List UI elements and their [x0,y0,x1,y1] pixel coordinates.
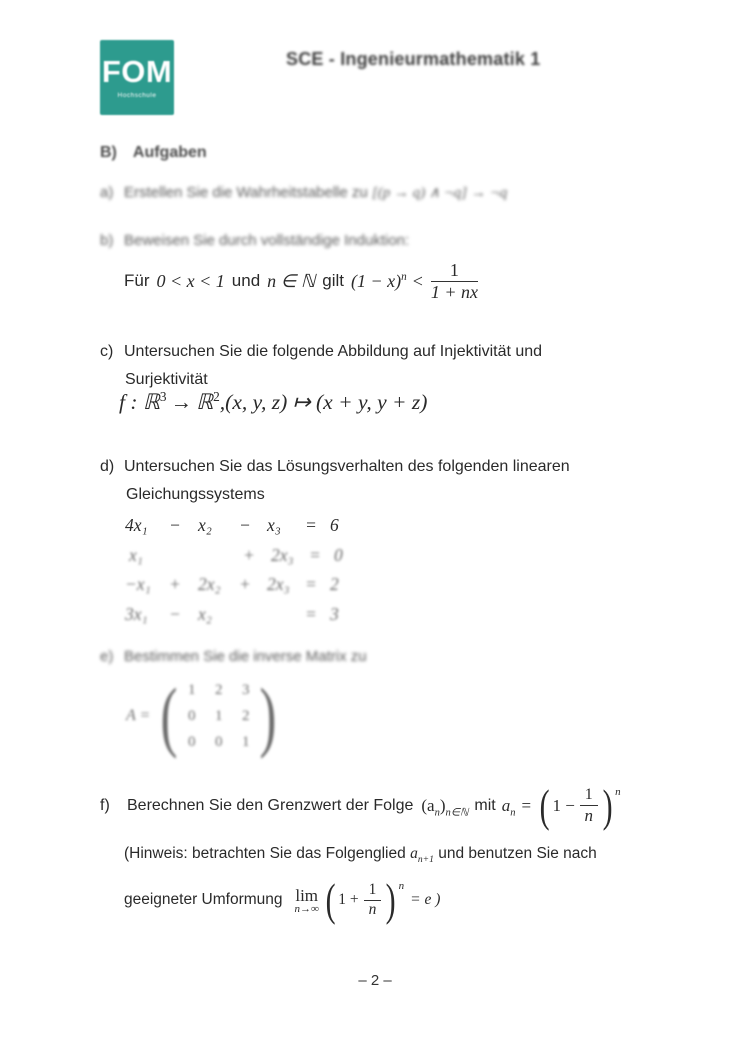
task-c-line2 [125,371,208,389]
hint-text1: (Hinweis: betrachten Sie das Folgenglied [124,845,406,862]
one-over-n-fraction: $\frac{1}{n}$ [580,787,598,825]
matrix-name: A = [126,707,151,724]
task-c-label: c) [100,343,114,360]
one-over-n-fraction: $\frac{1}{n}$ [364,882,382,918]
a-n-plus-1: $a_{n+1}$ [410,845,434,866]
outer-exponent: n [398,880,405,892]
task-d-text2: Gleichungssystems [126,486,265,503]
task-b [100,232,409,249]
map-rule: ,(x, y, z) ↦ (x + y, y + z) [219,390,428,414]
task-b-label: b) [100,232,114,249]
section-heading [100,144,207,162]
claim-exponent: n [401,270,407,283]
task-d-line2 [126,486,265,504]
fom-logo-subtext: Hochschule [117,92,157,99]
task-c-text1: Untersuchen Sie die folgende Abbildung auf Injektivität und [124,343,543,360]
left-paren: ( [325,874,336,925]
claim-base: $(1 - x)^n$ [351,270,407,291]
equation-row: 4x₁ − x₂ − x₃ = 6 [125,515,339,536]
claim-word-gilt: gilt [322,271,344,291]
an-definition: $a_n$ [501,796,516,819]
hint-line1 [124,845,597,866]
task-f-label: f) [100,797,110,814]
claim-word-und: und [231,271,261,291]
task-c-line1 [100,343,542,361]
claim-n-in-N: n ∈ ℕ [267,270,316,291]
left-paren: ( [539,780,550,831]
fom-logo-text: FOM [101,54,173,89]
right-paren: ) [602,780,613,831]
sequence-symbol: $(a_n)_{n\in ℕ}$ [421,796,469,819]
task-b-text: Beweisen Sie durch vollständige Induktion: [124,232,410,249]
page-number: – 2 – [358,972,392,989]
equation-system [125,511,354,629]
task-c-text2: Surjektivität [125,371,208,388]
matrix-A [126,672,281,759]
claim-fraction [431,261,478,302]
map-arrow: → [170,390,193,414]
task-a-label: a) [100,184,114,201]
section-heading-text: Aufgaben [132,144,207,161]
task-a [100,183,507,202]
task-e [100,648,367,665]
matrix-right-paren: ) [259,672,277,759]
equals-sign: = [521,796,532,815]
task-a-formula: [(p → q) ∧ ¬q] → ¬q [371,185,508,201]
word-mit: mit [474,797,496,814]
task-f-text: Berechnen Sie den Grenzwert der Folge [127,797,414,814]
matrix-grid: 1 2 3 0 1 2 0 0 1 [188,682,250,750]
sequence-index: n∈ℕ [445,807,469,819]
one-minus: 1 − [552,796,575,815]
claim-fraction-denominator: 1 + nx [430,281,478,302]
claim-fraction-numerator: 1 [431,261,478,282]
fom-logo [100,40,174,115]
task-f [100,778,621,834]
task-e-text: Bestimmen Sie die inverse Matrix zu [124,648,367,665]
right-paren: ) [386,874,396,925]
claim-word-fuer: Für [124,271,150,291]
map-domain-exp: 3 [159,388,167,404]
map-codomain: ℝ [196,390,214,414]
one-plus: 1 + [338,891,359,908]
task-d-line1 [100,458,570,476]
task-a-text: Erstellen Sie die Wahrheitstabelle zu [124,184,368,201]
hint-text2: und benutzen Sie nach [438,845,597,862]
matrix-left-paren: ( [160,672,178,759]
task-d-label: d) [100,458,115,475]
claim-inequality: 0 < x < 1 [156,270,225,291]
equation-row: 3x₁ − x₂ = 3 [125,603,339,624]
task-e-label: e) [100,648,114,665]
equation-row: −x₁ + 2x₂ + 2x₃ = 2 [125,574,339,595]
task-c-map-formula [119,390,427,415]
section-label: B) [100,144,117,161]
hint-text3: geeigneter Umformung [124,891,283,908]
equals-e: = e ) [410,891,441,908]
equation-row: x₁ + 2x₃ = 0 [129,544,343,565]
map-head: f : ℝ [119,390,160,414]
hint-line2 [124,870,440,930]
task-b-claim [124,261,480,302]
page-title: SCE - Ingenieurmathematik 1 [286,49,541,69]
map-codomain-exp: 2 [213,388,220,404]
claim-relation: < [412,270,423,291]
task-d-text1: Untersuchen Sie das Lösungsverhalten des folgenden linearen [124,458,570,475]
outer-exponent: n [615,786,621,798]
limit-operator: lim n→∞ [294,885,319,915]
